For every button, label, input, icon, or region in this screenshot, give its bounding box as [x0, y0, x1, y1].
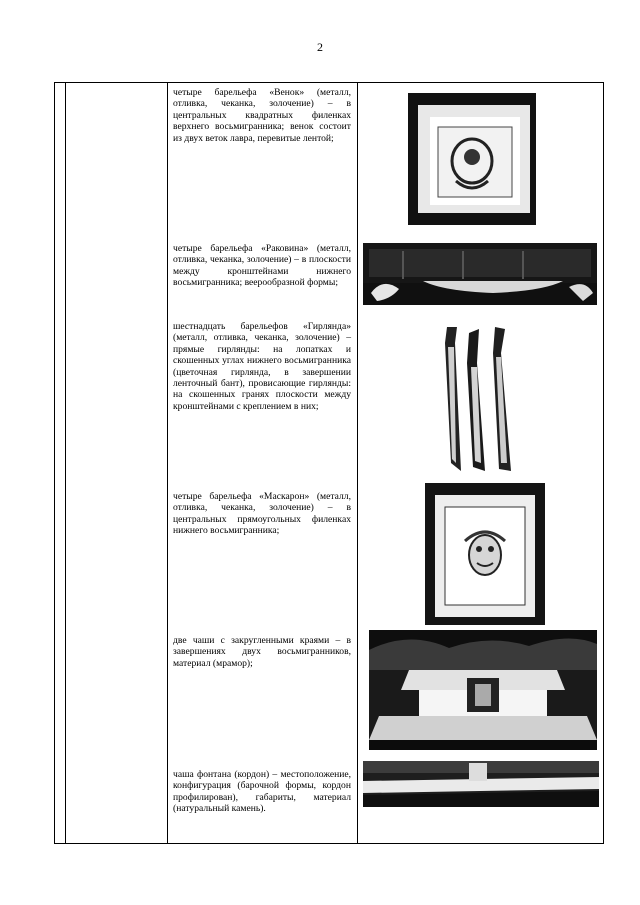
item-description-garland: шестнадцать барельефов «Гирлянда» (металл, отливка, чеканка, золочение) – прямые гирлянды: на лопатках и скошенных углах нижнего восьмигранника (цветочная гирлянда, в завершении ленточный бант), провисающие гирлянды: на скошенных гранях плоскости между кронштейнами с креплением в них; [173, 321, 351, 412]
column-divider-2 [167, 83, 168, 843]
fountain-cordon-photo [363, 761, 599, 807]
item-description-bowls: две чаши с закругленными краями – в завершениях двух восьмигранников, материал (мрамор); [173, 635, 351, 669]
shell-barelief-photo [363, 243, 597, 305]
item-description-wreath: четыре барельефа «Венок» (металл, отливка, чеканка, золочение) – в центральных квадратных филенках верхнего восьмигранника; венок состоит из двух веток лавра, перевитые лентой; [173, 87, 351, 144]
page-number: 2 [317, 40, 323, 54]
monument-items-table [54, 82, 604, 844]
wreath-barelief-photo [408, 85, 536, 225]
column-divider-1 [65, 83, 66, 843]
item-description-cordon: чаша фонтана (кордон) – местоположение, конфигурация (барочной формы, кордон профилирован), габариты, материал (натуральный камень). [173, 769, 351, 815]
mascaron-barelief-photo [425, 483, 545, 625]
item-description-mascaron: четыре барельефа «Маскарон» (металл, отливка, чеканка, золочение) – в центральных прямоугольных филенках нижнего восьмигранника; [173, 491, 351, 537]
item-description-shell: четыре барельефа «Раковина» (металл, отливка, чеканка, золочение) – в плоскости между кронштейнами нижнего восьмигранника; веерообразной формы; [173, 243, 351, 289]
bowls-photo [369, 630, 597, 750]
column-divider-3 [357, 83, 358, 843]
garland-barelief-photo [439, 323, 519, 471]
